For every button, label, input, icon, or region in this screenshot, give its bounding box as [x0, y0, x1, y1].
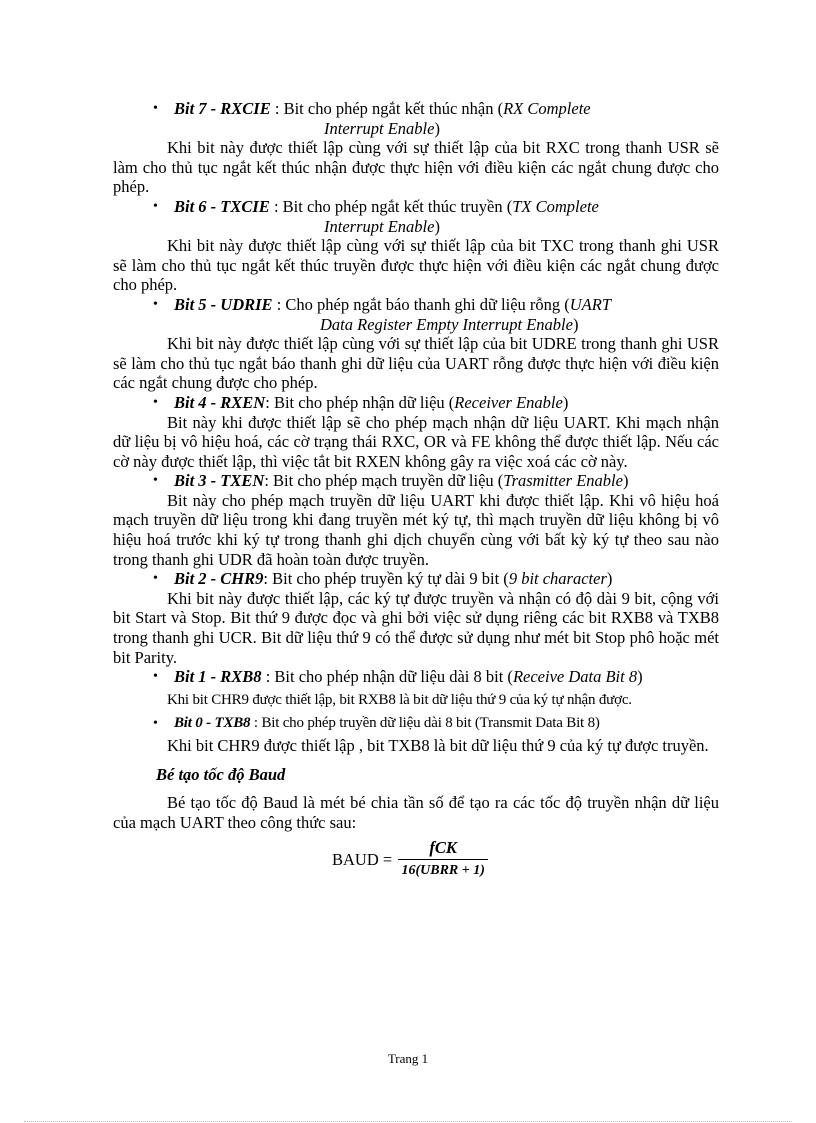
- paragraph: Khi bit này được thiết lập, các ký tự được truyền và nhận có độ dài 9 bit, cộng với bit Start và Stop. Bit thứ 9 được đọc và ghi bởi việc sử dụng riêng các bit RXB8 và TXB8 trong thanh ghi UCR. Bit dữ liệu thứ 9 có thể được sử dụng như mét bit Stop phô hoặc mét bit Parity.: [113, 588, 719, 667]
- bullet-icon: •: [153, 101, 158, 116]
- bullet-icon: •: [153, 296, 158, 312]
- page-number: Trang 1: [387, 1051, 429, 1066]
- paragraph: Bit này cho phép mạch truyền dữ liệu UART khi được thiết lập. Khi vô hiệu hoá mạch truyền dữ liệu trong khi đang truyền mét ký tự, thì mạch truyền dữ liệu không bị vô hiệu hoá trước khi ký tự trong thanh ghi dịch chuyển cùng với bất kỳ ký tự theo sau nào trong thanh ghi UDR đã hoàn toàn được truyền.: [113, 490, 719, 569]
- paragraph: Khi bit CHR9 được thiết lập, bit RXB8 là bit dữ liệu thứ 9 của ký tự nhận được.: [167, 691, 632, 708]
- bullet-icon: •: [153, 571, 158, 587]
- bit-description: Bit cho phép ngắt kết thúc nhận (: [283, 99, 504, 118]
- bullet-icon: •: [153, 394, 158, 410]
- bullet-icon: •: [153, 669, 158, 685]
- paragraph: Bé tạo tốc độ Baud là mét bé chia tần số để tạo ra các tốc độ truyền nhận dữ liệu của mạch UART theo công thức sau:: [113, 793, 719, 832]
- bullet-icon: •: [153, 198, 158, 214]
- formula-denominator: 16(UBRR + 1): [401, 862, 485, 878]
- bit-title: Bit 6 - TXCIE: [174, 196, 270, 216]
- bit-description: Bit cho phép mạch truyền dữ liệu (: [273, 471, 504, 491]
- bit-title: Bit 5 - UDRIE: [174, 294, 273, 314]
- list-item: • Bit 0 - TXB8 : Bit cho phép truyền dữ liệu dài 8 bit (Transmit Data Bit 8): [113, 714, 719, 734]
- list-item: • Bit 2 - CHR9: Bit cho phép truyền ký tự dài 9 bit (9 bit character): [153, 569, 613, 589]
- bit-description: Bit cho phép nhận dữ liệu dài 8 bit (: [274, 667, 513, 687]
- list-item: • Bit 6 - TXCIE : Bit cho phép ngắt kết thúc truyền (TX Complete Interrupt Enable): [153, 196, 599, 236]
- baud-formula: [332, 838, 719, 880]
- bit-title: Bit 3 - TXEN: [174, 471, 265, 491]
- formula-fraction: [398, 838, 488, 880]
- bit-title: Bit 2 - CHR9: [174, 569, 264, 589]
- bit-title: Bit 0 - TXB8: [174, 715, 251, 732]
- bit-title: Bit 1 - RXB8: [174, 667, 262, 687]
- list-item: • Bit 5 - UDRIE : Cho phép ngắt báo thanh ghi dữ liệu rỗng (UART Data Register Empty Interrupt Enable): [153, 294, 612, 334]
- bit-title: Bit 7 - RXCIE: [174, 99, 271, 118]
- section-heading: Bé tạo tốc độ Baud: [156, 764, 286, 784]
- bit-description: Bit cho phép ngắt kết thúc truyền (: [282, 196, 513, 216]
- list-item: • Bit 7 - RXCIE : Bit cho phép ngắt kết thúc nhận (RX Complete Interrupt Enable): [153, 99, 591, 138]
- bit-description: Bit cho phép nhận dữ liệu (: [273, 392, 455, 412]
- document-body: [113, 99, 719, 881]
- bullet-icon: •: [153, 716, 158, 732]
- formula-lhs: BAUD =: [332, 849, 393, 869]
- bit-title: Bit 4 - RXEN: [174, 392, 266, 412]
- paragraph: Khi bit này được thiết lập cùng với sự thiết lập của bit UDRE trong thanh ghi USR sẽ làm cho thủ tục ngắt báo thanh ghi dữ liệu của UART rỗng được thực hiện với điều kiện các ngắt chung được cho phép.: [113, 334, 719, 393]
- bit-description: Cho phép ngắt báo thanh ghi dữ liệu rỗng (: [285, 294, 570, 314]
- paragraph: Khi bit này được thiết lập cùng với sự thiết lập của bit TXC trong thanh ghi USR sẽ làm cho thủ tục ngắt kết thúc truyền được thực hiện với điều kiện các ngắt chung được cho phép.: [113, 236, 719, 295]
- bit-description: Bit cho phép truyền ký tự dài 9 bit (: [272, 569, 509, 589]
- paragraph: Khi bit này được thiết lập cùng với sự thiết lập của bit RXC trong thanh USR sẽ làm cho thủ tục ngắt kết thúc nhận được thực hiện với điều kiện các ngắt chung được cho phép.: [113, 138, 719, 197]
- list-item: • Bit 3 - TXEN: Bit cho phép mạch truyền dữ liệu (Trasmitter Enable): [153, 471, 629, 491]
- paragraph: Khi bit CHR9 được thiết lập , bit TXB8 là bit dữ liệu thứ 9 của ký tự được truyền.: [167, 736, 709, 755]
- formula-numerator: fCK: [398, 838, 488, 860]
- paragraph: Bit này khi được thiết lập sẽ cho phép mạch nhận dữ liệu UART. Khi mạch nhận dữ liệu bị vô hiệu hoá, các cờ trạng thái RXC, OR và FE không thể được thiết lập. Nếu các cờ này được thiết lập, thì việc tắt bit RXEN không gây ra việc xoá các cờ này.: [113, 412, 719, 471]
- bullet-icon: •: [153, 473, 158, 489]
- list-item: • Bit 4 - RXEN: Bit cho phép nhận dữ liệu (Receiver Enable): [153, 392, 569, 412]
- bit-description: Bit cho phép truyền dữ liệu dài 8 bit (Transmit Data Bit 8): [261, 715, 600, 732]
- page-bottom-divider: [24, 1121, 792, 1122]
- list-item: • Bit 1 - RXB8 : Bit cho phép nhận dữ liệu dài 8 bit (Receive Data Bit 8): [153, 667, 643, 687]
